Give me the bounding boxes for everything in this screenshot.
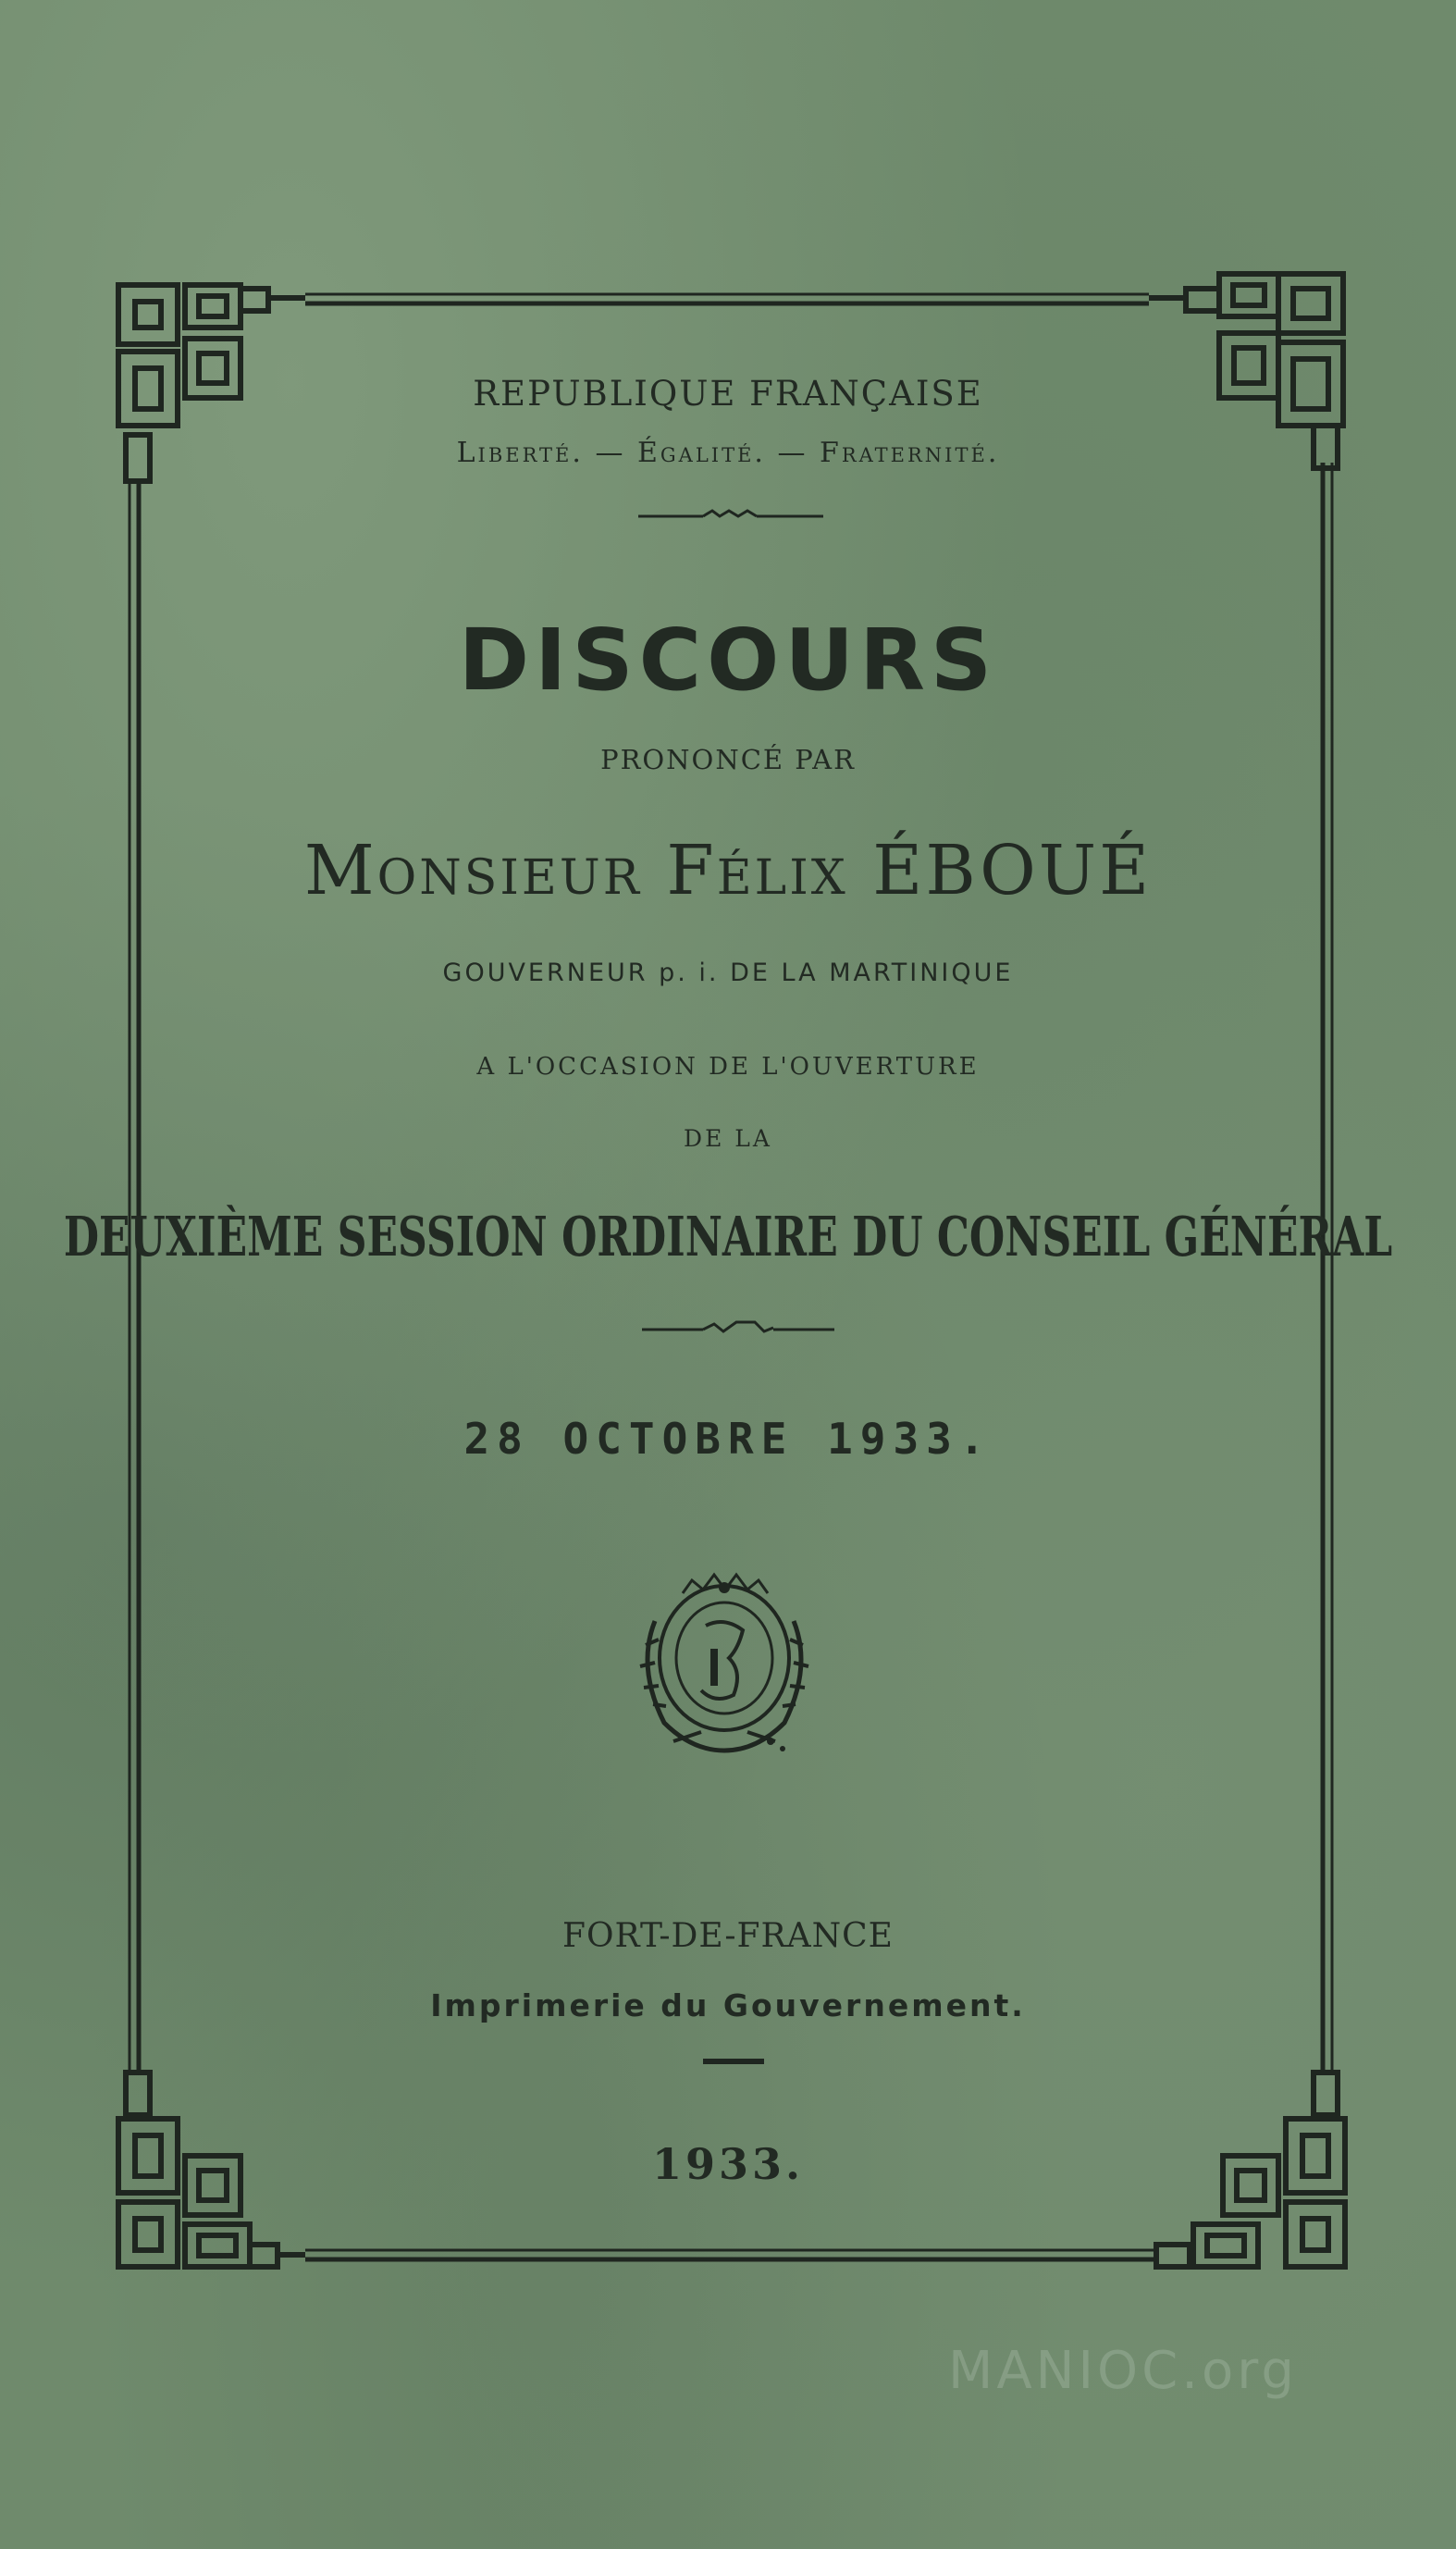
session-title: DEUXIÈME SESSION ORDINAIRE DU CONSEIL GÉNÉRAL [63, 1206, 1393, 1269]
speaker-name: Monsieur Félix ÉBOUÉ [303, 831, 1153, 910]
devise-line: Liberté. — Égalité. — Fraternité. [456, 437, 1000, 469]
imprint-city: FORT-DE-FRANCE [562, 1917, 894, 1955]
divider-top [638, 511, 823, 516]
speech-date: 28 OCTOBRE 1933. [463, 1414, 993, 1464]
imprint-year: 1933. [651, 2139, 805, 2189]
watermark: MANIOC.org [948, 2341, 1298, 2401]
republique-heading: REPUBLIQUE FRANÇAISE [473, 374, 983, 414]
imprint-printer: Imprimerie du Gouvernement. [430, 1987, 1026, 2023]
occasion-line: A L'OCCASION DE L'OUVERTURE [476, 1053, 980, 1081]
republic-seal-icon [618, 1556, 831, 1767]
speaker-role: GOUVERNEUR p. i. DE LA MARTINIQUE [442, 959, 1014, 987]
document-title: DISCOURS [458, 611, 998, 710]
divider-middle [642, 1322, 834, 1331]
de-la-line: DE LA [684, 1125, 772, 1152]
prononce-par: PRONONCÉ PAR [600, 744, 856, 775]
